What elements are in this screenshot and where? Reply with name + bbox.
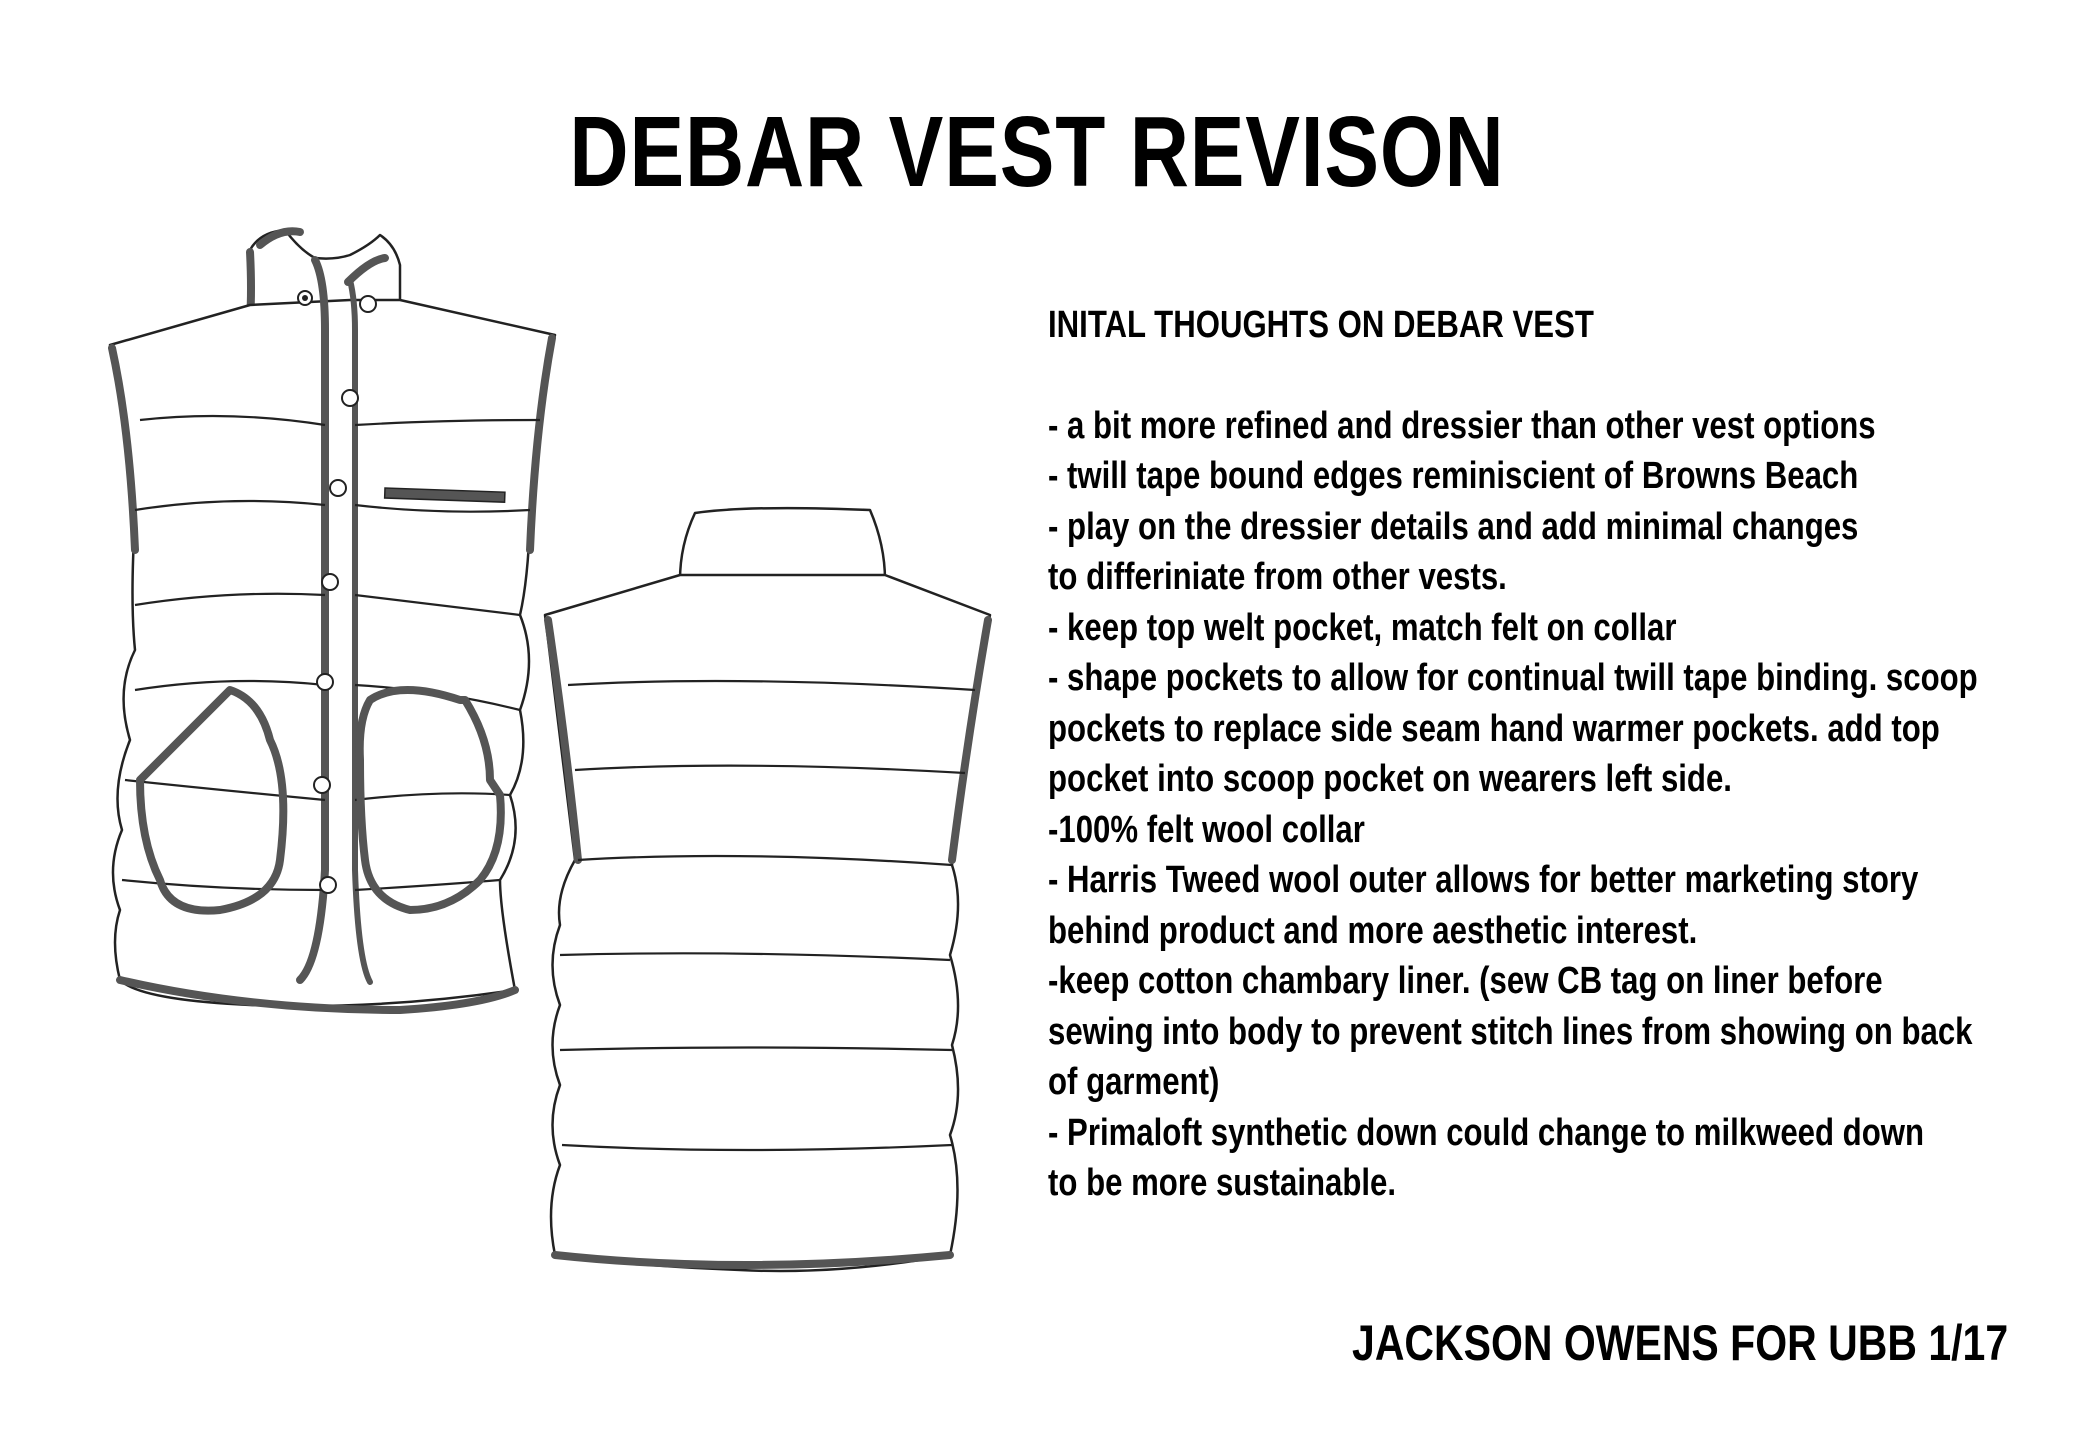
note-line: of garment) xyxy=(1048,1061,1220,1103)
notes-heading: INITAL THOUGHTS ON DEBAR VEST xyxy=(1048,304,1594,346)
note-line: - shape pockets to allow for continual twill tape binding. scoop xyxy=(1048,657,1978,699)
note-line: pockets to replace side seam hand warmer pockets. add top xyxy=(1048,707,1940,750)
note-line: to be more sustainable. xyxy=(1048,1162,1397,1204)
page-title: DEBAR VEST REVISON xyxy=(569,96,1505,208)
note-line: - a bit more refined and dressier than other vest options xyxy=(1048,404,1876,447)
note-line: - Primaloft synthetic down could change to milkweed down xyxy=(1048,1111,1925,1154)
design-notes xyxy=(1048,300,1978,1209)
note-line: - play on the dressier details and add minimal changes xyxy=(1048,505,1859,548)
note-line: -100% felt wool collar xyxy=(1048,808,1365,851)
note-line: - twill tape bound edges reminiscient of Browns Beach xyxy=(1048,455,1859,497)
note-line: to differiniate from other vests. xyxy=(1048,556,1507,598)
note-line: -keep cotton chambary liner. (sew CB tag on liner before xyxy=(1048,960,1883,1002)
vest-front-illustration xyxy=(100,220,570,1020)
note-line: - keep top welt pocket, match felt on collar xyxy=(1048,606,1677,649)
author-credit: JACKSON OWENS FOR UBB 1/17 xyxy=(1351,1315,2008,1371)
vest-back-illustration xyxy=(540,505,1000,1275)
note-line: sewing into body to prevent stitch lines from showing on back xyxy=(1048,1010,1973,1053)
note-line: behind product and more aesthetic interest. xyxy=(1048,909,1698,952)
note-line: - Harris Tweed wool outer allows for better marketing story xyxy=(1048,859,1919,901)
note-line: pocket into scoop pocket on wearers left side. xyxy=(1048,758,1732,800)
